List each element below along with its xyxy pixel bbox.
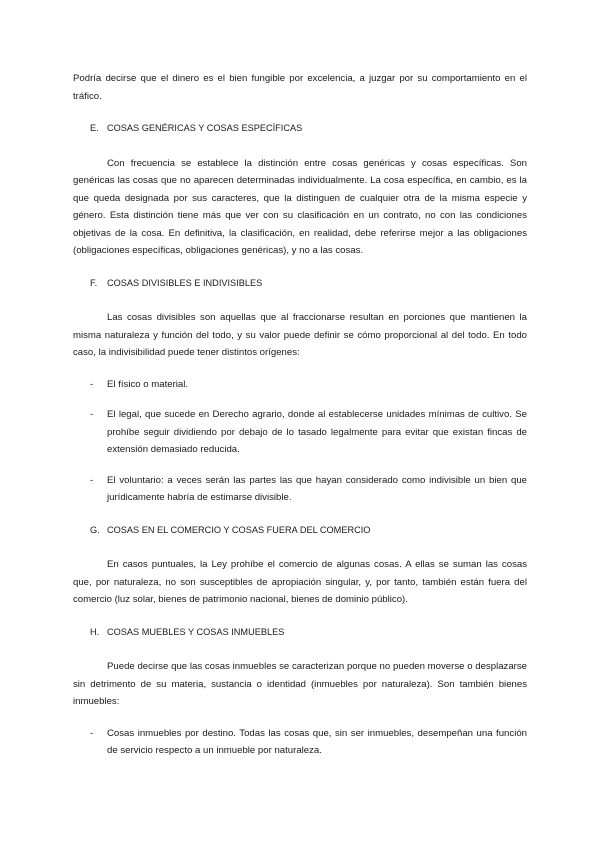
list-item <box>73 725 527 760</box>
document-page <box>73 70 527 760</box>
section-title: COSAS DIVISIBLES E INDIVISIBLES <box>107 277 263 288</box>
list-item <box>73 376 527 394</box>
list-item-text: El legal, que sucede en Derecho agrario, donde al establecerse unidades mínimas de cultivo. Se prohíbe seguir dividiendo por debajo de lo tasado legalmente para evitar que existan fincas de extensión demasiado reducida. <box>107 409 527 455</box>
section-paragraph: Puede decirse que las cosas inmuebles se caracterizan porque no pueden moverse o desplazarse sin detrimento de su materia, sustancia o identidad (inmuebles por naturaleza). Son también bienes inmuebles: <box>73 661 527 707</box>
section-title: COSAS EN EL COMERCIO Y COSAS FUERA DEL COMERCIO <box>107 524 371 535</box>
list-dash: - <box>90 727 94 739</box>
section-letter: F. <box>90 277 98 288</box>
list-dash: - <box>90 474 94 486</box>
section-letter: E. <box>90 123 99 133</box>
section-heading-e <box>73 120 527 138</box>
section-letter: G. <box>90 524 100 535</box>
list-item-text: El voluntario: a veces serán las partes las que hayan considerado como indivisible un bien que jurídicamente habría de estimarse divisible. <box>107 474 527 503</box>
list-item <box>73 472 527 507</box>
section-letter: H. <box>90 626 100 637</box>
section-title: COSAS GENÉRICAS Y COSAS ESPECÍFICAS <box>107 123 303 133</box>
list-item-text: Cosas inmuebles por destino. Todas las cosas que, sin ser inmuebles, desempeñan una función de servicio respecto a un inmueble por naturaleza. <box>107 727 527 756</box>
section-heading-f <box>73 275 527 293</box>
section-paragraph: Las cosas divisibles son aquellas que al fraccionarse resultan en porciones que mantienen la misma naturaleza y función del todo, y su valor puede definir se cómo proporcional al del todo. En todo caso, la indivisibilidad puede tener distintos orígenes: <box>73 312 527 358</box>
section-paragraph: Con frecuencia se establece la distinción entre cosas genéricas y cosas específicas. Son genéricas las cosas que no aparecen determinadas individualmente. La cosa específica, en cambio, es la que queda designada por sus caracteres, que la distinguen de cualquier otra de la misma especie y género. Esta distinción tiene más que ver con su clasificación en un contrato, no con las condiciones objetivas de la cosa. En definitiva, la clasificación, en realidad, debe referirse mejor a las obligaciones (obligaciones específicas, obligaciones genéricas), y no a las cosas. <box>73 157 527 256</box>
section-paragraph: En casos puntuales, la Ley prohíbe el comercio de algunas cosas. A ellas se suman las cosas que, por naturaleza, no son susceptibles de apropiación singular, y, por tanto, también están fuera del comercio (luz solar, bienes de patrimonio nacional, bienes de dominio público). <box>73 559 527 605</box>
section-heading-h <box>73 624 527 642</box>
section-heading-g <box>73 522 527 540</box>
section-title: COSAS MUEBLES Y COSAS INMUEBLES <box>107 626 285 637</box>
list-item <box>73 406 527 459</box>
list-item-text: El físico o material. <box>107 378 189 390</box>
list-dash: - <box>90 409 94 420</box>
list-dash: - <box>90 378 94 390</box>
intro-paragraph: Podría decirse que el dinero es el bien fungible por excelencia, a juzgar por su comportamiento en el tráfico. <box>73 73 527 102</box>
